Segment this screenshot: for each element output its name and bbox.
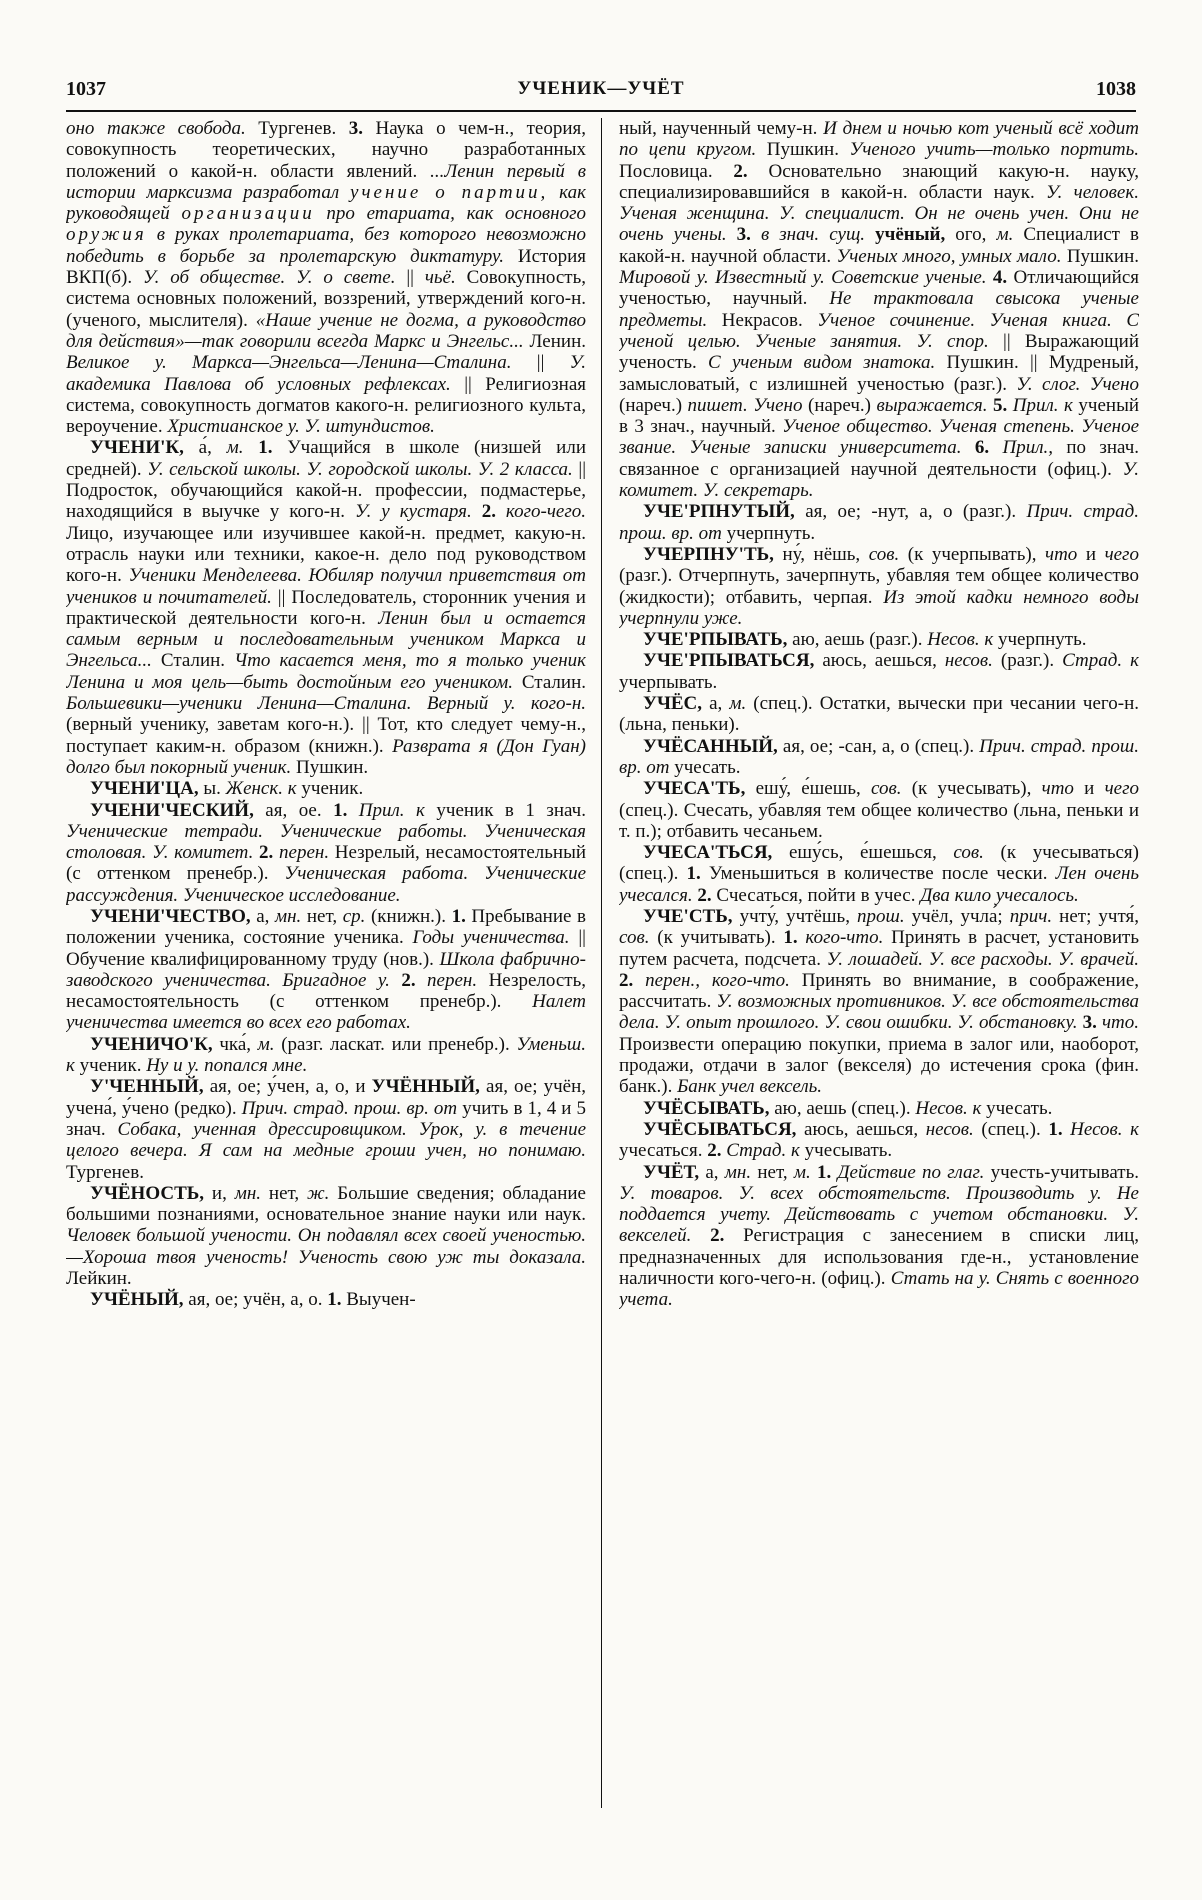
entry-text: перен., кого-что.: [633, 969, 790, 991]
entry-text: и: [1077, 543, 1105, 565]
entry-text: Принять в расчет, установить путем расчета, подсчета.: [619, 927, 1139, 970]
entry-text: аю, аешь (спец.).: [769, 1097, 916, 1119]
entry-text: сов.: [871, 778, 902, 800]
entry-text: нет,: [301, 905, 343, 927]
entry-text: учесаться.: [619, 1140, 708, 1162]
entry-text: учесать.: [669, 756, 741, 778]
entry-text: Не трактовала свысока ученые предметы.: [619, 288, 1139, 331]
dictionary-entry: [66, 118, 586, 437]
entry-text: Большевики—ученики Ленина—Сталина. Верный у. кого-н.: [66, 693, 586, 715]
entry-text: Совокупность, система основных положений, воззрений, утверждений кого-н. (ученого, мыслителя).: [66, 267, 586, 331]
entry-text: Пословица.: [619, 160, 734, 182]
headword: 6.: [961, 437, 990, 459]
entry-text: Прич. страд. прош. вр. от: [619, 735, 1139, 778]
entry-text: Сталин.: [151, 650, 235, 672]
entry-text: Несов. к: [1062, 1118, 1139, 1140]
entry-text: ы.: [198, 778, 226, 800]
entry-text: Школа фабрично-заводского ученичества. Бригадное у.: [66, 948, 586, 991]
page-number-right: 1038: [1095, 77, 1136, 100]
entry-text: Ленин был и остается самым верным и последовательным учеником Маркса и Энгельса...: [66, 607, 586, 672]
headword: 1.: [810, 1161, 832, 1183]
dictionary-entry: [619, 842, 1139, 906]
entry-text: Отличающийся ученостью, научный.: [619, 267, 1139, 310]
entry-text: аю, аешь (разг.).: [787, 629, 928, 651]
entry-text: а,: [250, 905, 275, 927]
entry-text: У. об обществе. У. о свете.: [143, 267, 396, 289]
entry-text: Пушкин. || Мудреный, замысловатый, с излишней ученостью (разг.).: [619, 352, 1139, 395]
entry-text: организации: [181, 203, 315, 225]
entry-text: Стать на у. Снять с военного учета.: [619, 1268, 1139, 1311]
entry-text: ая, ое; учён, учена́, у́чено (редко).: [66, 1076, 586, 1119]
entry-text: как руководящей: [66, 181, 586, 225]
entry-text: Незрелый, несамостоятельный (с оттенком пренебр.).: [66, 842, 586, 885]
entry-text: нет,: [751, 1161, 794, 1183]
entry-text: Действие по глаг.: [831, 1161, 985, 1183]
entry-text: сов.: [619, 927, 650, 949]
headword: УЧЁС,: [643, 693, 703, 715]
dictionary-entry: [66, 778, 586, 799]
headword: 1.: [327, 1289, 342, 1311]
headword: УЧЕ'РПНУТЫЙ,: [643, 501, 795, 523]
entry-text: || Последователь, сторонник учения и практической деятельности кого-н.: [66, 586, 586, 629]
entry-text: прош.: [857, 905, 905, 927]
entry-text: Счесаться, пойти в учес.: [711, 884, 921, 906]
running-title: УЧЕНИК—УЧЁТ: [517, 78, 685, 99]
entry-text: || Обучение квалифицированному труду (нов.).: [66, 927, 586, 970]
headword: УЧЁТ,: [643, 1161, 700, 1183]
dictionary-entry: [66, 1183, 586, 1289]
entry-text: (к учитывать).: [649, 927, 784, 949]
entry-text: ая, ое; -нут, а, о (разг.).: [794, 501, 1027, 523]
dictionary-entry: [619, 1119, 1139, 1162]
entry-text: нет; учтя́,: [1052, 905, 1139, 927]
left-column: [66, 118, 586, 1858]
entry-text: У. товаров. У. всех обстоятельств. Производить у. Не поддается учету. Действовать с учетом обстановки. У. векселей.: [619, 1182, 1139, 1247]
entry-text: (к учерпывать),: [899, 543, 1046, 565]
entry-text: Банк учел вексель.: [677, 1076, 823, 1098]
page-header: [66, 72, 1136, 106]
entry-text: Пушкин.: [756, 139, 850, 161]
entry-text: Большие сведения; обладание большими познаниями, основательное знание науки или наук.: [66, 1182, 586, 1226]
dictionary-entry: [619, 501, 1139, 544]
dictionary-entry: [66, 437, 586, 778]
entry-text: Прил. к: [347, 799, 425, 821]
entry-text: (спец.). Счесать, убавляя тем общее количество (льна, пеньки и т. п.); отбавить чесаньем.: [619, 799, 1139, 842]
entry-text: Налет ученичества имеется во всех его работах.: [66, 991, 586, 1034]
entry-text: Специалист в какой-н. научной области.: [619, 224, 1139, 267]
entry-text: Несов. к: [927, 629, 994, 651]
entry-text: У. лошадей. У. все расходы. У. врачей.: [826, 948, 1139, 970]
entry-text: У. у кустаря.: [355, 501, 472, 523]
entry-text: У. сельской школы. У. городской школы. У. 2 класса.: [147, 458, 573, 480]
entry-text: У. возможных противников. У. все обстоятельства дела. У. опыт прошлого. У. свои ошибки. У. обстановку.: [619, 991, 1139, 1034]
entry-text: (верный ученику, заветам кого-н.). || Тот, кто следует чему-н., поступает каким-н. образом (книжн.).: [66, 714, 586, 757]
entry-text: Что касается меня, то я только ученик Ленина и моя цель—быть достойным его учеником.: [66, 650, 586, 693]
entry-text: Ученики Менделеева. Юбиляр получил приветствия от учеников и почитателей.: [66, 565, 586, 608]
dictionary-entry: [619, 1098, 1139, 1119]
headword: УЧЕНИ'ЧЕСТВО,: [90, 905, 251, 927]
entry-text: У. слог. Учено: [1016, 373, 1139, 395]
entry-text: аюсь, аешься,: [796, 1118, 926, 1140]
entry-text: Ученое общество. Ученая степень. Ученое звание. Ученые записки университета.: [619, 416, 1139, 459]
entry-text: ая, ое.: [253, 799, 334, 821]
headword: 3.: [1077, 1012, 1097, 1034]
dictionary-entry: [619, 693, 1139, 736]
entry-text: м.: [793, 1161, 811, 1183]
entry-text: Несов. к: [915, 1097, 982, 1119]
headword: 2.: [691, 1225, 725, 1247]
entry-text: Ученых много, умных мало.: [836, 245, 1062, 267]
dictionary-entry: [619, 629, 1139, 650]
headword: 2.: [253, 842, 274, 864]
entry-text: Произвести операцию покупки, приема в залог или, наоборот, продажи, отдачи в залог (векселя) до истечения срока (фин. банк.).: [619, 1033, 1139, 1098]
entry-text: кого-чего.: [495, 501, 586, 523]
entry-text: чка́,: [212, 1033, 258, 1055]
headword: УЧЕНИ'К,: [90, 437, 184, 459]
entry-text: м.: [996, 224, 1014, 246]
headword: 1.: [243, 437, 273, 459]
entry-text: Лицо, изучающее или изучившее какой-н. предмет, какую-н. отрасль науки или техники, какое-н. дело под руководством кого-н.: [66, 522, 586, 587]
entry-text: (разг.).: [992, 650, 1063, 672]
headword: 3.: [348, 118, 363, 139]
entry-text: а́,: [183, 437, 227, 459]
entry-text: ||: [395, 267, 425, 289]
entry-text: учесывать.: [799, 1140, 893, 1162]
entry-text: Прил. к: [1007, 394, 1073, 416]
entry-text: и,: [204, 1182, 235, 1204]
column-divider: [601, 118, 602, 1808]
entry-text: мн.: [724, 1161, 752, 1183]
headword: 2.: [389, 969, 416, 991]
entry-text: (книжн.).: [365, 905, 452, 927]
entry-text: учту́, учтёшь,: [732, 905, 858, 927]
entry-text: Наука о чем-н., теория, совокупность теоретических, научно разработанных положений о какой-н. области явлений.: [66, 118, 586, 182]
entry-text: Прич. страд. прош. вр. от: [619, 501, 1139, 544]
entry-text: Регистрация с занесением в списки лиц, предназначенных для использования где-н., установление наличности кого-чего-н. (офиц.).: [619, 1225, 1139, 1290]
entry-text: (спец.).: [973, 1118, 1049, 1140]
entry-text: || Религиозная система, совокупность догматов какого-н. религиозного культа, вероучение.: [66, 373, 586, 438]
headword: УЧЁННЫЙ,: [371, 1076, 480, 1098]
headword: УЧЕНИЧО'К,: [90, 1033, 213, 1055]
entry-text: Годы ученичества.: [412, 927, 570, 949]
entry-text: Основательно знающий какую-н. науку, специализировавшийся в какой-н. области наук.: [619, 160, 1139, 203]
entry-text: Великое у. Маркса—Энгельса—Ленина—Сталина.: [66, 352, 512, 374]
entry-text: сов.: [953, 842, 984, 864]
headword: 2.: [692, 884, 712, 906]
entry-text: ученый в 3 знач., научный.: [619, 394, 1139, 438]
entry-text: История ВКП(б).: [66, 245, 586, 289]
headword: УЧЕ'РПЫВАТЬСЯ,: [643, 650, 815, 672]
headword: УЧЁСАННЫЙ,: [643, 735, 778, 757]
entry-text: оружия: [66, 224, 147, 246]
headword: 3.: [726, 224, 751, 246]
dictionary-entry: [619, 736, 1139, 779]
right-column: [619, 118, 1139, 1858]
dictionary-entry: [66, 1289, 586, 1310]
entry-text: Учащийся в школе (низшей или средней).: [66, 437, 586, 480]
entry-text: ...Ленин первый в истории марксизма разработал: [66, 160, 586, 203]
entry-text: мн.: [234, 1182, 262, 1204]
entry-text: учёл, учла́;: [904, 905, 1010, 927]
entry-text: Уменьшиться в количестве после чески.: [700, 863, 1056, 885]
dictionary-entry: [619, 650, 1139, 693]
entry-text: Прил.,: [989, 437, 1053, 459]
entry-text: Человек большой учености. Он подавлял всех своей ученостью.—Хороша твоя ученость! Ученость свою уж ты доказала.: [66, 1225, 586, 1268]
entry-text: Пушкин.: [1061, 245, 1139, 267]
entry-text: чего: [1104, 543, 1139, 565]
dictionary-entry: [619, 544, 1139, 629]
headword: УЧЕНИ'ЦА,: [90, 778, 199, 800]
headword: 4.: [986, 267, 1008, 289]
entry-text: (спец.). Остатки, вычески при чесании чего-н. (льна, пеньки).: [619, 693, 1139, 736]
headword: УЧЁНОСТЬ,: [90, 1182, 205, 1204]
entry-text: а,: [699, 1161, 725, 1183]
entry-text: аюсь, аешься,: [814, 650, 945, 672]
entry-text: Тургенев.: [66, 1161, 144, 1183]
headword: 1.: [333, 799, 348, 821]
dictionary-entry: [619, 778, 1139, 842]
entry-text: нет,: [261, 1182, 307, 1204]
entry-text: ешу́, е́шешь,: [745, 778, 871, 800]
headword: учёный,: [865, 224, 946, 246]
entry-text: Прич. страд. прош. вр. от: [241, 1097, 458, 1119]
entry-text: пишет. Учено: [687, 394, 803, 416]
dictionary-entry: [619, 906, 1139, 1098]
entry-text: учерпывать.: [619, 671, 718, 693]
entry-text: чего: [1104, 778, 1139, 800]
entry-text: У. человек. Ученая женщина. У. специалист. Он не очень учен. Они не очень учены.: [619, 181, 1139, 246]
entry-text: Незрелость, несамостоятельность (с оттенком пренебр.).: [66, 969, 586, 1013]
headword: 5.: [987, 394, 1008, 416]
dictionary-entry: [619, 118, 1139, 501]
entry-text: Разврата я (Дон Гуан) долго был покорный ученик.: [66, 735, 586, 778]
entry-text: учить в 1, 4 и 5 знач.: [66, 1097, 586, 1140]
entry-text: учение о партии,: [350, 181, 549, 203]
headword: 1.: [783, 927, 798, 949]
entry-text: что.: [1096, 1012, 1139, 1034]
entry-text: ая, ое; учён, а, о.: [183, 1289, 328, 1311]
entry-text: м.: [226, 437, 244, 459]
entry-text: Из этой кадки немного воды учерпнули уже.: [619, 586, 1139, 629]
entry-text: Женск. к: [225, 778, 297, 800]
headword: УЧЁНЫЙ,: [90, 1289, 184, 1311]
headword: 1.: [686, 863, 701, 885]
headword: УЧЕСА'ТЬСЯ,: [643, 842, 773, 864]
headword: 2.: [733, 160, 748, 182]
headword: УЧЁСЫВАТЬСЯ,: [643, 1118, 797, 1140]
entry-text: и: [1073, 778, 1105, 800]
headword: У'ЧЕННЫЙ,: [90, 1076, 204, 1098]
headword: УЧЁСЫВАТЬ,: [643, 1097, 770, 1119]
headword: УЧЕ'СТЬ,: [643, 905, 733, 927]
entry-text: оно также свобода.: [66, 118, 246, 139]
entry-text: Два кило учесалось.: [920, 884, 1079, 906]
entry-text: ср.: [342, 905, 366, 927]
headword: УЧЕ'РПЫВАТЬ,: [643, 629, 788, 651]
entry-text: м.: [729, 693, 747, 715]
entry-text: У. комитет. У. секретарь.: [619, 458, 1139, 502]
entry-text: несов.: [944, 650, 993, 672]
entry-text: сов.: [868, 543, 900, 565]
dictionary-entry: [66, 800, 586, 906]
entry-text: ая, ое; -сан, а, о (спец.).: [777, 735, 980, 757]
dictionary-entry: [619, 1162, 1139, 1311]
entry-text: Принять во внимание, в соображение, рассчитать.: [619, 969, 1139, 1013]
entry-text: что: [1045, 543, 1078, 565]
entry-text: а,: [702, 693, 730, 715]
entry-text: У. академика Павлова об условных рефлексах.: [66, 352, 586, 395]
entry-text: || Подросток, обучающийся какой-н. профессии, подмастерье, находящийся в выучке у кого-н.: [66, 458, 586, 523]
headword: УЧЕСА'ТЬ,: [643, 778, 746, 800]
entry-text: Лейкин.: [66, 1268, 132, 1290]
header-rule: [66, 110, 1136, 112]
entry-text: (нареч.): [619, 394, 688, 416]
page-number-left: 1037: [66, 77, 106, 100]
entry-text: И днем и ночью кот ученый всё ходит по цепи кругом.: [619, 118, 1139, 161]
entry-text: в знач. сущ.: [750, 224, 866, 246]
headword: 2.: [707, 1140, 722, 1162]
headword: 2.: [471, 501, 496, 523]
entry-text: прич.: [1009, 905, 1053, 927]
entry-text: Пребывание в положении ученика, состояние ученика.: [66, 905, 586, 949]
entry-text: учерпнуть.: [993, 629, 1087, 651]
entry-text: Уменьш. к: [66, 1033, 586, 1077]
entry-text: Ученое сочинение. Ученая книга. С ученой целью. Ученые занятия. У. спор.: [619, 309, 1139, 352]
entry-text: || Выражающий ученость.: [619, 330, 1139, 374]
entry-text: (к учесывать),: [901, 778, 1042, 800]
entry-text: (нареч.): [802, 394, 877, 416]
entry-text: Ученого учить—только портить.: [849, 139, 1139, 161]
entry-text: (к учесываться) (спец.).: [619, 842, 1139, 885]
entry-text: Ученическая работа. Ученические рассуждения. Ученическое исследование.: [66, 863, 586, 906]
dictionary-entry: [66, 1034, 586, 1077]
entry-text: про етариата, как основного: [314, 203, 586, 225]
entry-text: С ученым видом знатока.: [708, 352, 936, 374]
entry-text: кого-что.: [797, 927, 884, 949]
entry-text: учесть-учитывать.: [984, 1161, 1139, 1183]
entry-text: Тургенев.: [245, 118, 349, 139]
entry-text: ж.: [307, 1182, 330, 1204]
entry-text: Страд. к: [1062, 650, 1139, 672]
entry-text: Некрасов.: [707, 309, 818, 331]
entry-text: ая, ое; у́чен, а, о, и: [203, 1076, 372, 1098]
entry-text: учерпнуть.: [721, 522, 816, 544]
dictionary-entry: [66, 1076, 586, 1182]
entry-text: ный, наученный чему-н.: [619, 118, 824, 139]
entry-text: ученик в 1 знач.: [424, 799, 586, 821]
entry-text: Ну и у. попался мне.: [146, 1055, 308, 1077]
headword: 1.: [1048, 1118, 1063, 1140]
entry-text: Мировой у. Известный у. Советские ученые.: [619, 267, 987, 289]
entry-text: (разг. ласкат. или пренебр.).: [274, 1033, 517, 1055]
dictionary-entry: [66, 906, 586, 1034]
entry-text: ну́, нёшь,: [773, 543, 869, 565]
entry-text: Выучен-: [341, 1289, 416, 1311]
entry-text: Ленин.: [523, 330, 586, 352]
entry-text: учесать.: [981, 1097, 1053, 1119]
entry-text: Христианское у. У. штундистов.: [167, 416, 435, 438]
entry-text: выражается.: [876, 394, 988, 416]
entry-text: Лен очень учесался.: [619, 863, 1139, 906]
headword: УЧЕРПНУ'ТЬ,: [643, 543, 774, 565]
entry-text: Собака, ученная дрессировщиком. Урок, у. в течение целого вечера. Я сам на медные гроши учен, но понимаю.: [66, 1118, 586, 1162]
entry-text: перен.: [415, 969, 478, 991]
entry-text: по знач. связанное с организацией научной деятельности (офиц.).: [619, 437, 1139, 480]
entry-text: ого,: [945, 224, 997, 246]
entry-text: Пушкин.: [291, 756, 369, 778]
entry-text: Страд. к: [721, 1140, 800, 1162]
entry-text: несов.: [925, 1118, 974, 1140]
entry-text: мн.: [274, 905, 302, 927]
entry-text: ученик.: [74, 1055, 147, 1077]
headword: УЧЕНИ'ЧЕСКИЙ,: [90, 799, 254, 821]
entry-text: ученик.: [296, 778, 364, 800]
entry-text: (разг.). Отчерпнуть, зачерпнуть, убавляя тем общее количество (жидкости); отбавить, черпая.: [619, 565, 1139, 608]
headword: 1.: [451, 905, 466, 927]
entry-text: чьё.: [424, 267, 456, 289]
entry-text: «Наше учение не догма, а руководство для действия»—так говорили всегда Маркс и Энгельс...: [66, 309, 586, 352]
headword: 2.: [619, 969, 634, 991]
entry-text: что: [1041, 778, 1074, 800]
entry-text: Ученические тетради. Ученические работы. Ученическая столовая. У. комитет.: [66, 820, 586, 864]
entry-text: в руках пролетариата, без которого невозможно победить в борьбе за пролетарскую диктатуру.: [66, 224, 586, 267]
entry-text: м.: [257, 1033, 275, 1055]
entry-text: ешу́сь, е́шешься,: [772, 842, 954, 864]
entry-text: Сталин.: [513, 671, 586, 693]
entry-text: ||: [511, 352, 570, 374]
entry-text: перен.: [273, 842, 330, 864]
